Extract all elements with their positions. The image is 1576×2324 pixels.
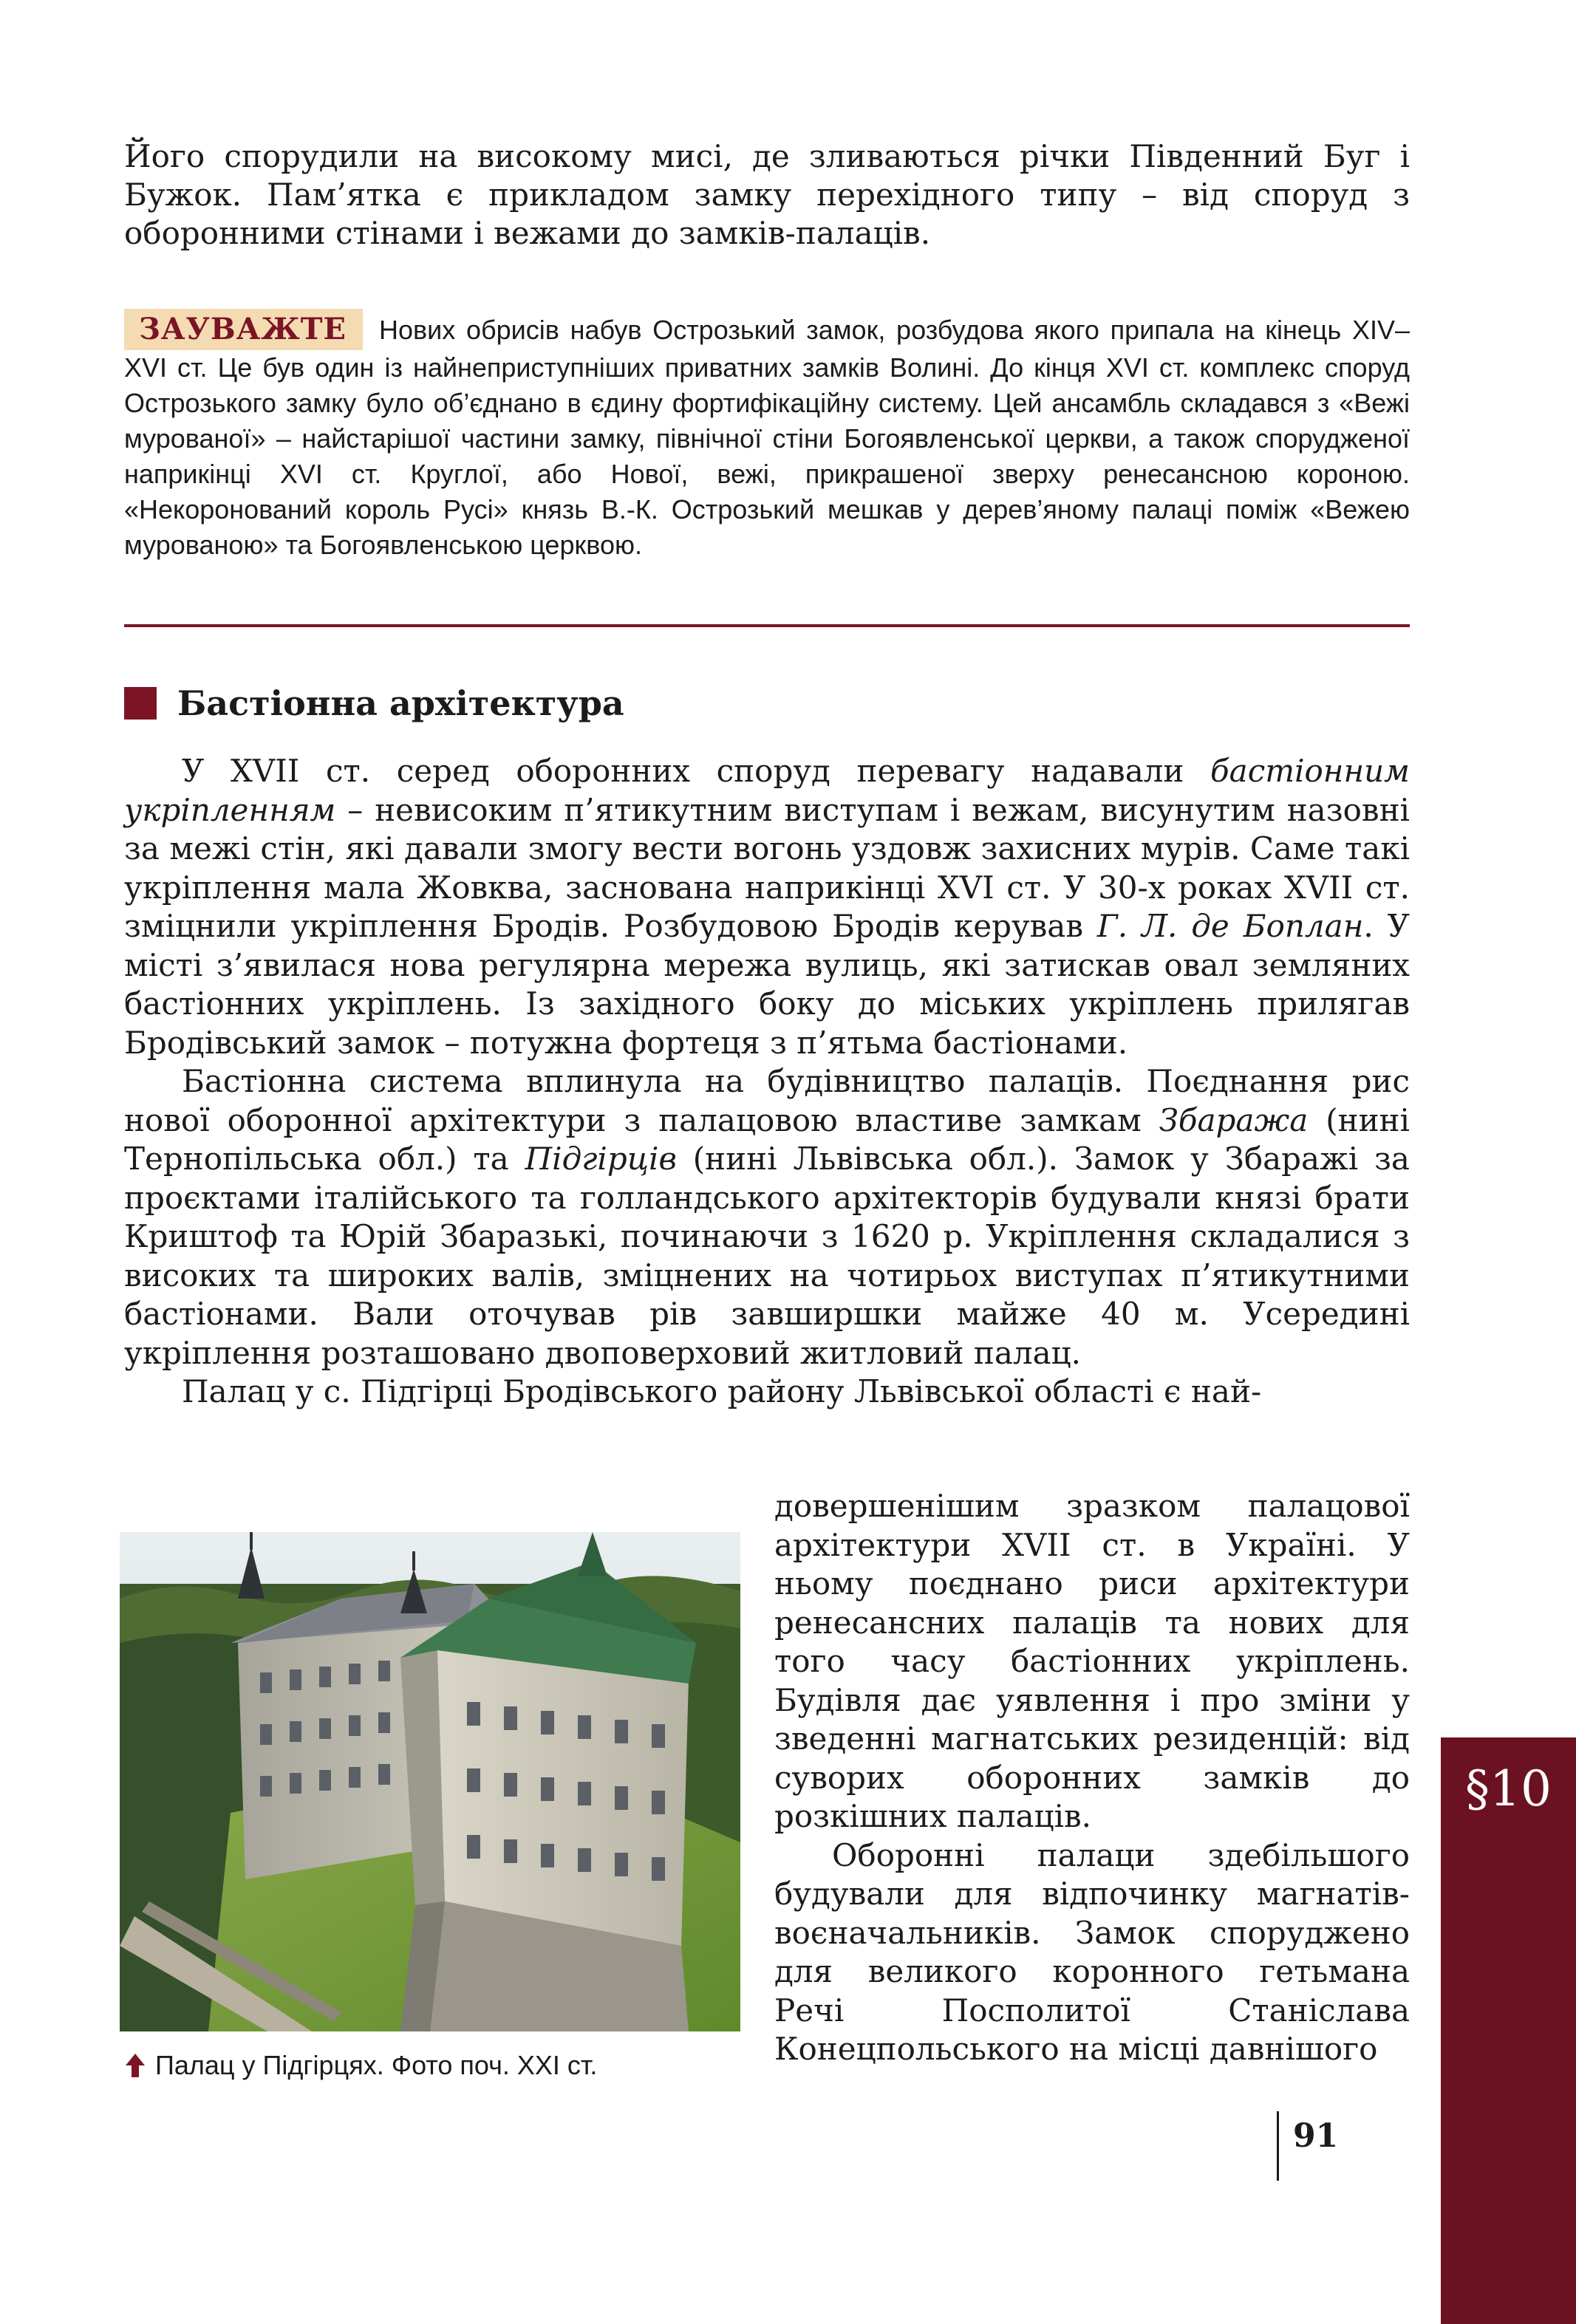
term-boplan: Г. Л. де Боплан	[1096, 908, 1364, 944]
paragraph-text: Бастіонна система вплинула на будівництво палаців. Поєднання рис нової оборонної архітектури з палацовою властиве замкам	[124, 1063, 1410, 1138]
pidhirtsi-palace-photo	[120, 1532, 740, 2031]
paragraph-bastion	[124, 752, 1410, 1062]
photo-caption-text: Палац у Підгірцях. Фото поч. XXI ст.	[155, 2050, 598, 2080]
column-text	[774, 1487, 1410, 2069]
note-box	[124, 309, 1410, 563]
term-bastion: бастіонним укріпленням	[124, 753, 1410, 828]
paragraph-pidhirtsi-lead: Палац у с. Підгірці Бродівського району Львівської області є най-	[182, 1373, 1262, 1409]
paragraph-text: (нині Львівська обл.). Замок у Збаражі за проєктами італійського та голландського архітекторів будували князі брати Криштоф та Юрій Збаразькі, починаючи з 1620 р. Укріплення складалися з високих та широких валів, зміцнених на чотирьох виступах п’ятикутними бастіонами. Вали оточував рів завширшки майже 40 м. Усередині укріплення розташовано двоповерховий житловий палац.	[124, 1141, 1410, 1371]
section-tab-label: §10	[1465, 1760, 1552, 1817]
paragraph-defensive-palaces: Оборонні палаци здебільшого будували для відпочинку магнатів-воєначальників. Замок споруджено для великого коронного гетьмана Речі Посполитої Станіслава Конецпольського на місці давнішого	[774, 1836, 1410, 2067]
photo-caption	[124, 2048, 760, 2083]
section-heading	[124, 680, 624, 727]
note-text: Нових обрисів набув Острозький замок, розбудова якого припала на кінець XIV–XVI ст. Це був один із найнеприступніших приватних замків Волині. До кінця XVI ст. комплекс споруд Острозького замку було об’єднано в єдину фортифікаційну систему. Цей ансамбль складався з «Вежі мурованої» – найстарішої частини замку, північної стіни Богоявленської церкви, а також спорудженої наприкінці XVI ст. Круглої, або Нової, вежі, прикрашеної зверху ренесансною короною. «Некоронований король Русі» князь В.-К. Острозький мешкав у дерев’яному палаці поміж «Вежею мурованою» та Богоявленською церквою.	[124, 315, 1410, 560]
paragraph-text: – невисоким п’ятикутним виступам і вежам, висунутим назовні за межі стін, які давали змогу вести вогонь уздовж захисних мурів. Саме такі укріплення мала Жовква, заснована наприкінці XVI ст. У 30-х роках XVII ст. зміцнили укріплення Бродів. Розбудовою Бродів керував	[124, 791, 1410, 944]
paragraph-text: (нині Тернопільська обл.) та	[124, 1101, 1410, 1177]
section-square-icon	[124, 687, 157, 720]
arrow-up-icon	[124, 2052, 146, 2079]
paragraph-text: У XVII ст. серед оборонних споруд перевагу надавали	[182, 753, 1211, 789]
note-label: ЗАУВАЖТЕ	[124, 309, 363, 350]
paragraph-pidhirtsi-rest: довершенішим зразком палацової архітектури XVII ст. в Україні. У ньому поєднано риси архітектури ренесансних палаців та нових для того часу бастіонних укріплень. Будівля дає уявлення і про зміни у зведенні магнатських резиденцій: від суворих оборонних замків до розкішних палаців.	[774, 1488, 1410, 1834]
page-number-divider	[1277, 2111, 1279, 2181]
term-pidhirtsi: Підгірців	[525, 1141, 677, 1177]
intro-paragraph: Його спорудили на високому мисі, де зливаються річки Південний Буг і Бужок. Пам’ятка є прикладом замку перехідного типу – від споруд з оборонними стінами і вежами до замків-палаців.	[124, 138, 1410, 251]
paragraph-palaces	[124, 1062, 1410, 1373]
note-divider	[124, 624, 1410, 627]
section-tab	[1441, 1737, 1576, 2324]
paragraph-text: . У місті з’явилася нова регулярна мережа вулиць, які затискав овал земляних бастіонних укріплень. Із західного боку до міських укріплень прилягав Бродівський замок – потужна фортеця з п’ятьма бастіонами.	[124, 908, 1410, 1061]
section-title: Бастіонна архітектура	[177, 683, 624, 723]
page-number: 91	[1293, 2117, 1339, 2155]
term-zbarazh: Збаража	[1159, 1101, 1309, 1138]
main-text	[124, 752, 1410, 1412]
